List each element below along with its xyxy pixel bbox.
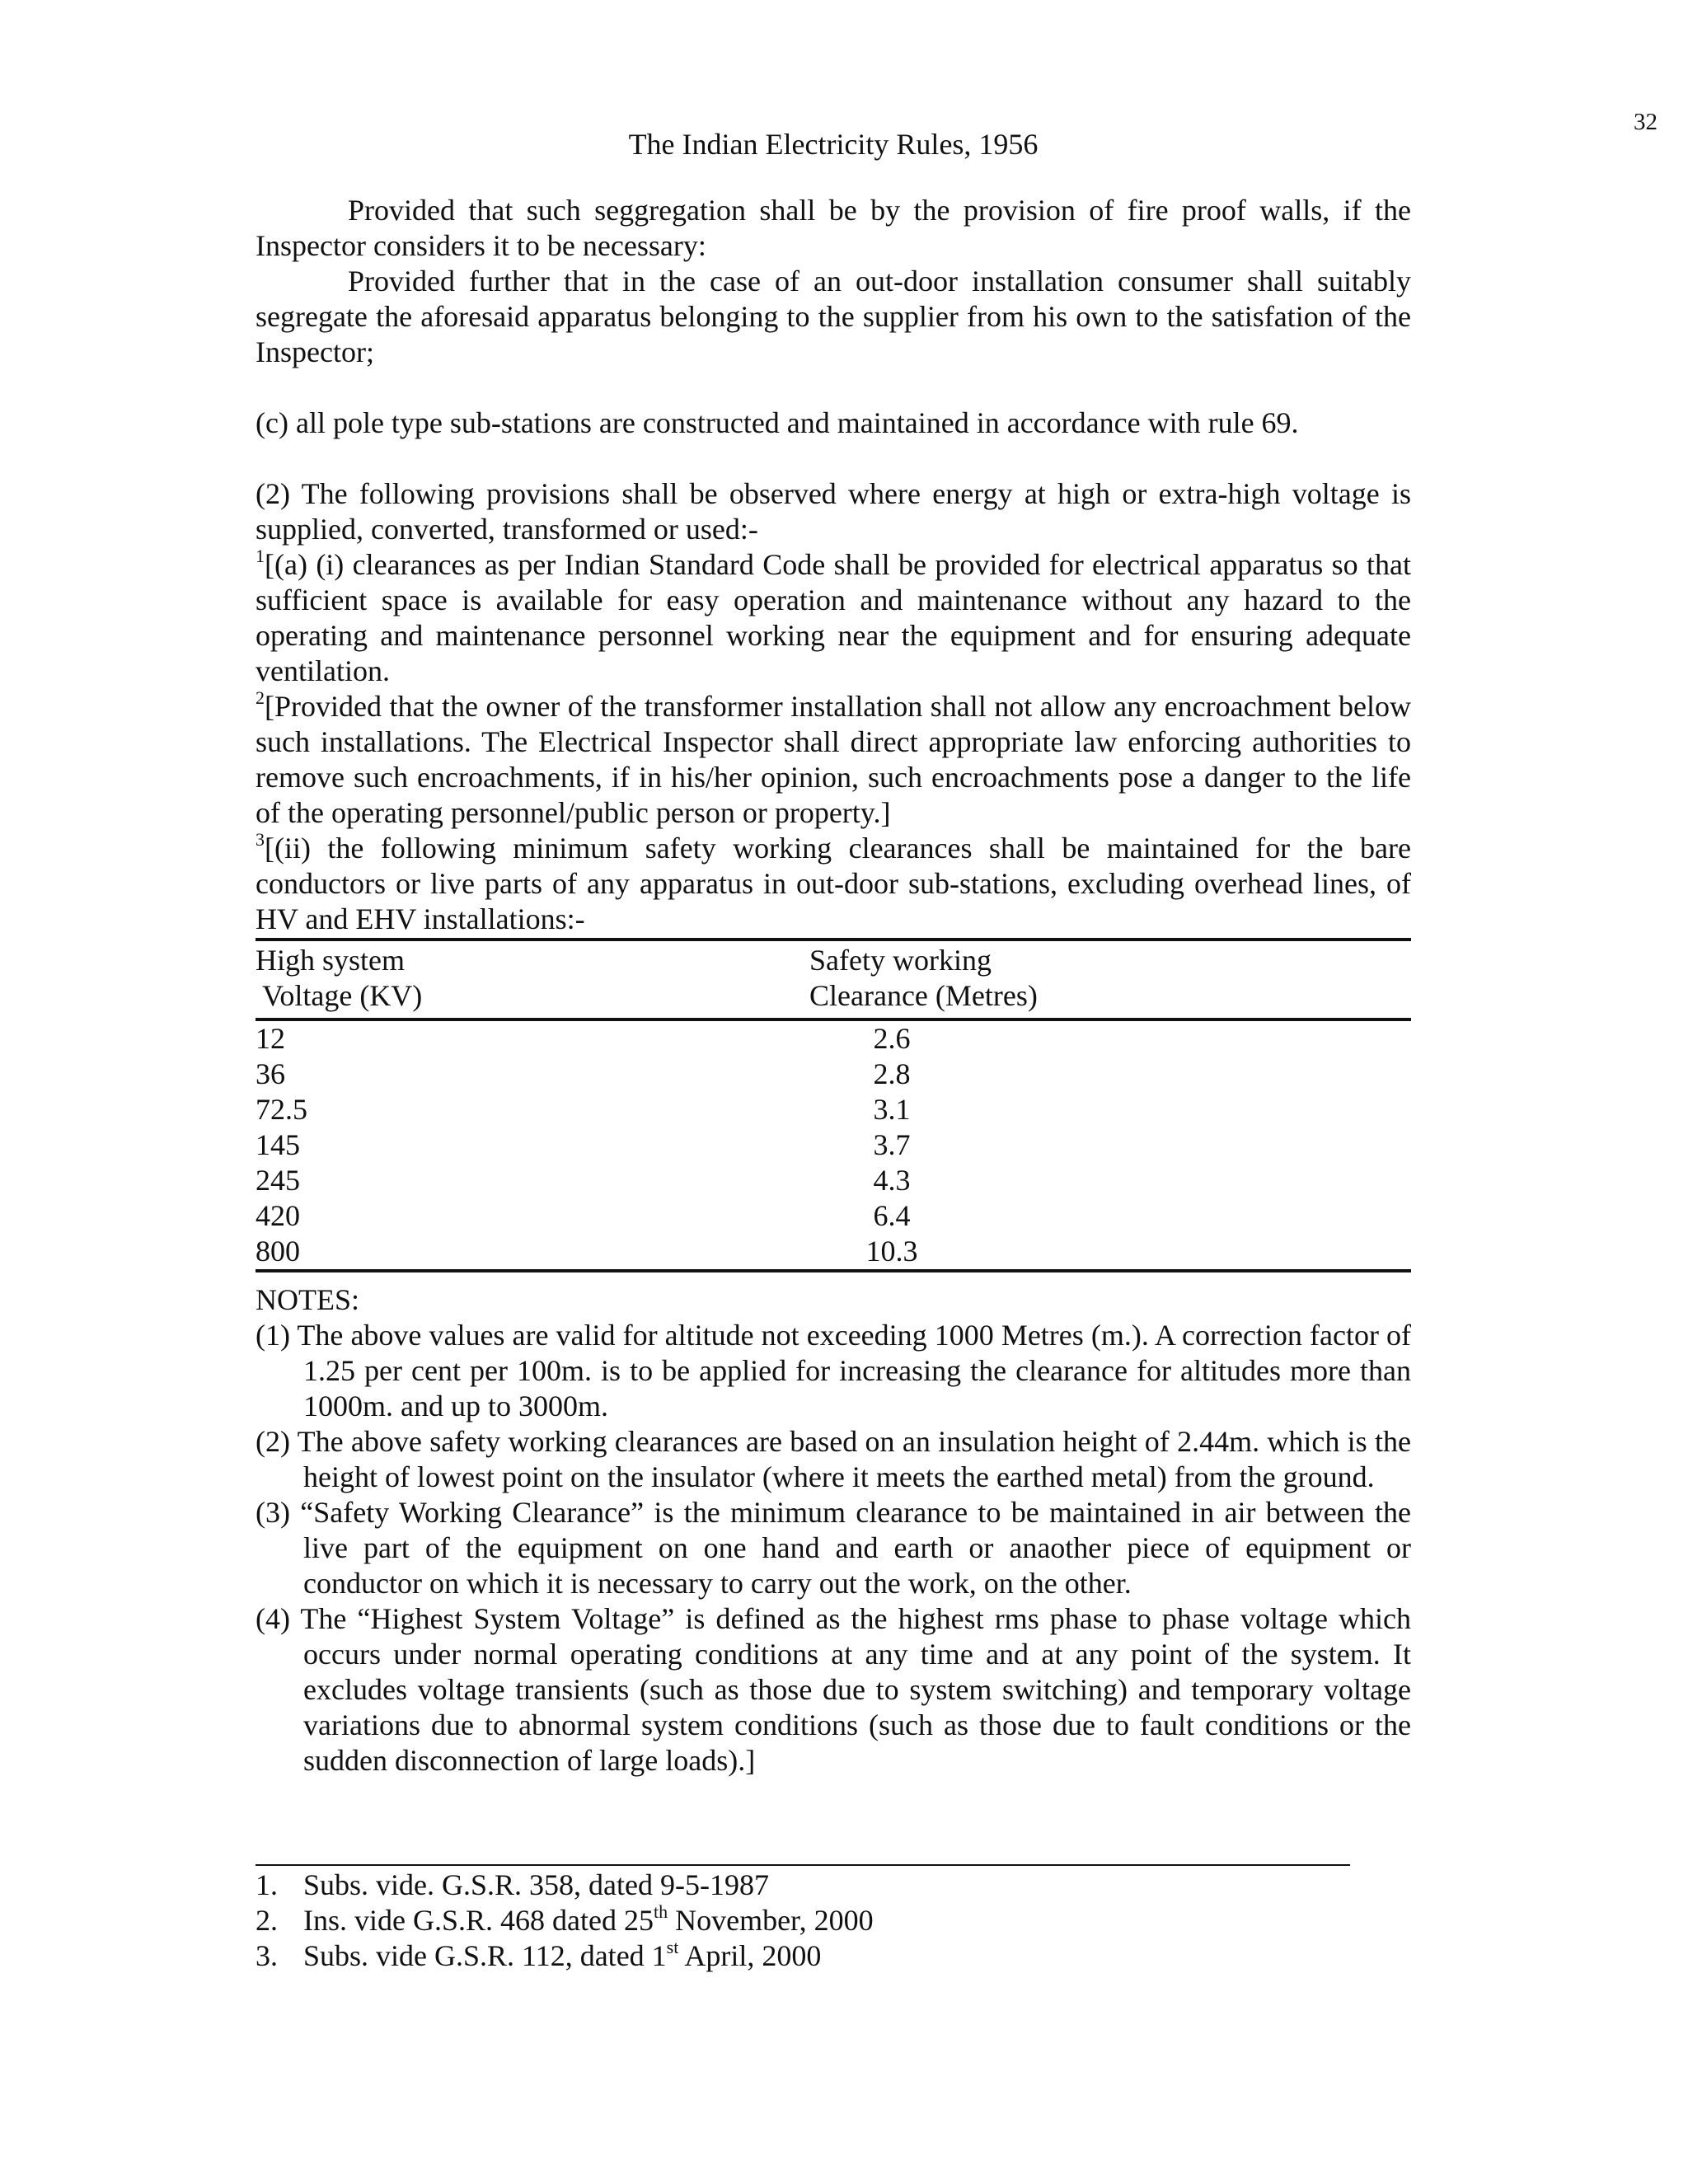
cell-voltage: 145	[256, 1128, 300, 1161]
clause-ii	[256, 831, 1411, 937]
notes-heading: NOTES:	[256, 1283, 359, 1316]
clause-c	[256, 405, 1411, 441]
footnote-text: Subs. vide G.S.R. 112, dated 1st April, 2000	[303, 1937, 822, 1972]
notes-section	[256, 1282, 1411, 1779]
cell-voltage: 72.5	[256, 1093, 307, 1126]
notes-list	[256, 1318, 1411, 1779]
note-item: (2) The above safety working clearances are based on an insulation height of 2.44m. which is the height of lowest point on the insulator (where it meets the earthed metal) from the ground.	[256, 1425, 1411, 1493]
cell-clearance: 10.3	[865, 1235, 918, 1268]
proviso-block	[256, 193, 1411, 370]
table-body	[256, 1021, 1411, 1269]
footnote-item	[256, 1938, 1411, 1974]
cell-clearance: 3.1	[873, 1093, 911, 1126]
cell-clearance: 4.3	[873, 1164, 911, 1197]
table-row	[256, 1163, 1411, 1198]
clause-c-label: (c)	[256, 406, 288, 439]
table-header	[256, 941, 1411, 1018]
note-item: (4) The “Highest System Voltage” is defined as the highest rms phase to phase voltage which occurs under normal operating conditions at any time and at any point of the system. It excludes voltage transients (such as those due to system switching) and temporary voltage variations due to abnormal system conditions (such as those due to fault conditions or the sudden disconnection of large loads).]	[256, 1602, 1411, 1777]
cell-clearance: 2.6	[873, 1022, 911, 1055]
table-row	[256, 1127, 1411, 1163]
footnote-item	[256, 1903, 1411, 1938]
table-row	[256, 1092, 1411, 1127]
page-number: 32	[1634, 109, 1658, 135]
footnote-number: 3.	[256, 1939, 278, 1972]
paragraph-proviso-1: Provided that such seggregation shall be by the provision of fire proof walls, if the Inspector considers it to be necessary:	[256, 194, 1411, 262]
clearance-table	[256, 938, 1411, 1272]
paragraph-section-2: (2) The following provisions shall be observed where energy at high or extra-high voltage is supplied, converted, transformed or used:-	[256, 477, 1411, 546]
header-clearance: Safety working Clearance (Metres)	[809, 944, 1038, 1012]
footnote-ref-3: 3	[256, 829, 265, 850]
footnote-item	[256, 1868, 1411, 1903]
footnote-number: 2.	[256, 1904, 278, 1937]
footnotes	[256, 1868, 1411, 1974]
table-row	[256, 1198, 1411, 1234]
footnote-ref-1: 1	[256, 546, 265, 566]
table-row	[256, 1057, 1411, 1092]
cell-voltage: 420	[256, 1199, 300, 1232]
footnote-text: Subs. vide. G.S.R. 358, dated 9-5-1987	[303, 1868, 769, 1901]
clause-ii-text: [(ii) the following minimum safety working clearances shall be maintained for the bare conductors or live parts of any apparatus in out-door sub-stations, excluding overhead lines, of HV and EHV installations:-	[256, 832, 1411, 935]
paragraph-proviso-2: Provided further that in the case of an out-door installation consumer shall suitably segregate the aforesaid apparatus belonging to the supplier from his own to the satisfation of the Inspector;	[256, 265, 1411, 368]
cell-voltage: 800	[256, 1235, 300, 1268]
cell-clearance: 2.8	[873, 1057, 911, 1090]
table-bottom-rule	[256, 1269, 1411, 1272]
note-item: (3) “Safety Working Clearance” is the minimum clearance to be maintained in air between the live part of the equipment on one hand and earth or anaother piece of equipment or conductor on which it is necessary to carry out the work, on the other.	[256, 1496, 1411, 1600]
cell-voltage: 36	[256, 1057, 285, 1090]
header-voltage: High system Voltage (KV)	[256, 944, 423, 1012]
clause-a-i-text: [(a) (i) clearances as per Indian Standard Code shall be provided for electrical apparatus so that sufficient space is available for easy operation and maintenance without any hazard to the operating and maintenance personnel working near the equipment and for ensuring adequate ventilation.	[256, 548, 1411, 687]
table-row	[256, 1234, 1411, 1269]
section-2-block	[256, 476, 1411, 937]
cell-clearance: 6.4	[873, 1199, 911, 1232]
footnote-separator	[256, 1864, 1350, 1866]
table-row	[256, 1021, 1411, 1057]
cell-clearance: 3.7	[873, 1128, 911, 1161]
cell-voltage: 245	[256, 1164, 300, 1197]
footnote-text: Ins. vide G.S.R. 468 dated 25th November, 2000	[303, 1901, 874, 1937]
clause-a-i	[256, 547, 1411, 689]
clause-c-text: all pole type sub-stations are constructed and maintained in accordance with rule 69.	[295, 406, 1299, 439]
cell-voltage: 12	[256, 1022, 285, 1055]
note-item: (1) The above values are valid for altitude not exceeding 1000 Metres (m.). A correction factor of 1.25 per cent per 100m. is to be applied for increasing the clearance for altitudes more than 1000m. and up to 3000m.	[256, 1319, 1411, 1422]
footnote-ref-2: 2	[256, 687, 265, 708]
clause-proviso-text: [Provided that the owner of the transformer installation shall not allow any encroachment below such installations. The Electrical Inspector shall direct appropriate law enforcing authorities to remove such encroachments, if in his/her opinion, such encroachments pose a danger to the life of the operating personnel/public person or property.]	[256, 690, 1411, 829]
clause-proviso	[256, 689, 1411, 831]
page-title: The Indian Electricity Rules, 1956	[628, 128, 1039, 161]
footnote-number: 1.	[256, 1868, 278, 1901]
